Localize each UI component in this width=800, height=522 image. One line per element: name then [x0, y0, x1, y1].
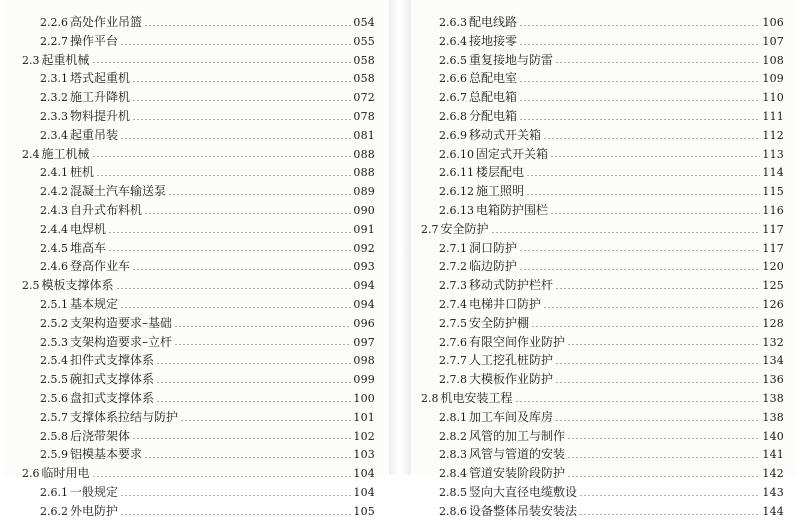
toc-dot-leader: [156, 401, 351, 402]
right-page: [411, 0, 796, 518]
toc-title: 塔式起重机: [70, 71, 131, 86]
toc-title: 风管的加工与制作: [469, 428, 566, 443]
toc-section-number: 2.5.1: [40, 297, 68, 311]
toc-page-number: 072: [353, 91, 375, 105]
toc-entry[interactable]: [421, 389, 784, 408]
toc-entry[interactable]: [421, 351, 784, 370]
toc-page-number: 128: [762, 316, 784, 330]
toc-title: 有限空间作业防护: [469, 334, 566, 349]
toc-entry[interactable]: [421, 145, 784, 164]
toc-title: 支架构造要求–立杆: [70, 334, 173, 349]
toc-dot-leader: [519, 250, 760, 251]
toc-entry[interactable]: [421, 408, 784, 427]
toc-dot-leader: [519, 119, 760, 120]
toc-entry[interactable]: [22, 13, 375, 32]
toc-section-number: 2.7.8: [439, 373, 467, 387]
toc-dot-leader: [96, 175, 351, 176]
toc-page-number: 100: [353, 391, 375, 405]
toc-entry[interactable]: [22, 88, 375, 107]
toc-page-number: 142: [762, 467, 784, 481]
toc-page-number: 136: [762, 373, 784, 387]
toc-entry[interactable]: [22, 333, 375, 352]
toc-dot-leader: [92, 476, 352, 477]
toc-entry[interactable]: [421, 483, 784, 502]
toc-section-number: 2.4.2: [40, 185, 68, 199]
toc-dot-leader: [144, 457, 351, 458]
toc-entry[interactable]: [22, 126, 375, 145]
toc-page-number: 058: [353, 72, 375, 86]
toc-title: 加工车间及库房: [469, 409, 554, 424]
toc-dot-leader: [526, 194, 760, 195]
toc-section-number: 2.6.9: [439, 128, 467, 142]
toc-entry[interactable]: [22, 314, 375, 333]
toc-dot-leader: [567, 344, 760, 345]
toc-page-number: 098: [353, 354, 375, 368]
toc-section-number: 2.6.4: [439, 34, 467, 48]
toc-dot-leader: [120, 495, 351, 496]
toc-section-number: 2.5.3: [40, 335, 68, 349]
toc-page-number: 078: [353, 109, 375, 123]
toc-title: 电梯井口防护: [469, 296, 542, 311]
toc-title: 登高作业车: [70, 259, 131, 274]
toc-entry[interactable]: [421, 220, 784, 239]
toc-entry[interactable]: [421, 239, 784, 258]
toc-dot-leader: [519, 81, 760, 82]
toc-dot-leader: [144, 213, 351, 214]
toc-page-number: 102: [353, 429, 375, 443]
toc-page-number: 132: [762, 335, 784, 349]
toc-section-number: 2.4.5: [40, 241, 68, 255]
toc-section-number: 2.5: [22, 279, 40, 293]
toc-page-number: 126: [762, 297, 784, 311]
toc-page-number: 096: [353, 316, 375, 330]
toc-dot-leader: [579, 495, 760, 496]
toc-section-number: 2.6.1: [40, 485, 68, 499]
toc-title: 模板支撑体系: [41, 278, 114, 293]
toc-dot-leader: [550, 213, 760, 214]
toc-entry[interactable]: [421, 333, 784, 352]
toc-dot-leader: [567, 457, 760, 458]
left-page: [4, 0, 389, 518]
toc-page-number: 094: [353, 279, 375, 293]
toc-title: 基本规定: [70, 296, 119, 311]
toc-page-number: 058: [353, 53, 375, 67]
toc-entry[interactable]: [22, 239, 375, 258]
toc-section-number: 2.7.6: [439, 335, 467, 349]
toc-title: 后浇带架体: [70, 428, 131, 443]
toc-entry[interactable]: [22, 370, 375, 389]
toc-title: 扣件式支撑体系: [70, 353, 155, 368]
toc-page-number: 054: [353, 16, 375, 29]
toc-page-number: 109: [762, 72, 784, 86]
toc-dot-leader: [92, 156, 352, 157]
toc-title: 电焊机: [70, 221, 107, 236]
toc-section-number: 2.8.3: [439, 448, 467, 462]
toc-entry[interactable]: [421, 126, 784, 145]
toc-page-number: 117: [762, 222, 784, 236]
toc-entry[interactable]: [421, 163, 784, 182]
toc-title: 总配电箱: [469, 90, 518, 105]
toc-dot-leader: [156, 363, 351, 364]
toc-dot-leader: [555, 288, 760, 289]
toc-page-number: 081: [353, 128, 375, 142]
toc-entry[interactable]: [22, 464, 375, 483]
toc-section-number: 2.6.2: [40, 504, 68, 518]
toc-title: 电箱防护围栏: [476, 202, 549, 217]
toc-section-number: 2.3.4: [40, 128, 68, 142]
toc-title: 支撑体系拉结与防护: [70, 409, 179, 424]
toc-title: 物料提升机: [70, 108, 131, 123]
toc-section-number: 2.7.4: [439, 297, 467, 311]
toc-section-number: 2.3.2: [40, 91, 68, 105]
toc-dot-leader: [555, 363, 760, 364]
toc-title: 桩机: [70, 165, 95, 180]
toc-section-number: 2.6.10: [439, 147, 474, 161]
toc-title: 一般规定: [70, 484, 119, 499]
toc-title: 机电安装工程: [440, 390, 513, 405]
toc-section-number: 2.8.5: [439, 485, 467, 499]
toc-entry[interactable]: [22, 69, 375, 88]
toc-section-number: 2.7.2: [439, 260, 467, 274]
toc-section-number: 2.3: [22, 53, 40, 67]
toc-page-number: 104: [353, 467, 375, 481]
toc-section-number: 2.6.6: [439, 72, 467, 86]
toc-entry[interactable]: [22, 483, 375, 502]
toc-entry[interactable]: [421, 13, 784, 32]
toc-section-number: 2.6.11: [439, 166, 474, 180]
toc-entry[interactable]: [421, 502, 784, 521]
toc-entry[interactable]: [22, 182, 375, 201]
toc-entry[interactable]: [421, 69, 784, 88]
toc-entry[interactable]: [22, 427, 375, 446]
toc-page-number: 108: [762, 53, 784, 67]
toc-page-number: 125: [762, 279, 784, 293]
toc-entry[interactable]: [421, 464, 784, 483]
toc-section-number: 2.7.1: [439, 241, 467, 255]
toc-page-number: 110: [762, 91, 784, 105]
toc-page-number: 138: [762, 410, 784, 424]
toc-entry[interactable]: [421, 88, 784, 107]
toc-section-number: 2.3.3: [40, 109, 68, 123]
toc-title: 管道安装阶段防护: [469, 466, 566, 481]
toc-entry[interactable]: [22, 389, 375, 408]
toc-dot-leader: [108, 250, 351, 251]
toc-title: 总配电室: [469, 71, 518, 86]
toc-title: 重复接地与防雷: [469, 52, 554, 67]
toc-page-number: 116: [762, 203, 784, 217]
toc-page-number: 138: [762, 391, 784, 405]
toc-dot-leader: [120, 138, 351, 139]
toc-dot-leader: [120, 44, 351, 45]
toc-title: 移动式开关箱: [469, 127, 542, 142]
toc-page-number: 134: [762, 354, 784, 368]
toc-page-number: 144: [762, 504, 784, 518]
toc-title: 铝模基本要求: [70, 447, 143, 462]
toc-page-number: 112: [762, 128, 784, 142]
toc-dot-leader: [174, 344, 351, 345]
toc-section-number: 2.8.1: [439, 410, 467, 424]
toc-title: 分配电箱: [469, 108, 518, 123]
toc-title: 混凝土汽车输送泵: [70, 184, 167, 199]
toc-section-number: 2.6.13: [439, 203, 474, 217]
toc-dot-leader: [519, 25, 760, 26]
toc-section-number: 2.8: [421, 391, 439, 405]
toc-entry[interactable]: [421, 427, 784, 446]
toc-section-number: 2.2.7: [40, 34, 68, 48]
toc-page-number: 141: [762, 448, 784, 462]
toc-entry[interactable]: [22, 51, 375, 70]
toc-dot-leader: [168, 194, 351, 195]
toc-dot-leader: [567, 438, 760, 439]
toc-dot-leader: [92, 62, 352, 63]
toc-dot-leader: [132, 119, 351, 120]
right-toc-list: [421, 13, 784, 521]
toc-section-number: 2.7.5: [439, 316, 467, 330]
toc-section-number: 2.6.12: [439, 185, 474, 199]
toc-dot-leader: [120, 307, 351, 308]
toc-page-number: 103: [353, 448, 375, 462]
toc-title: 高处作业吊篮: [70, 15, 143, 29]
toc-entry[interactable]: [22, 276, 375, 295]
toc-page-number: 092: [353, 241, 375, 255]
toc-page-number: 089: [353, 185, 375, 199]
toc-page-number: 088: [353, 147, 375, 161]
toc-title: 风管与管道的安装: [469, 447, 566, 462]
toc-entry[interactable]: [421, 445, 784, 464]
toc-entry[interactable]: [421, 51, 784, 70]
toc-title: 洞口防护: [469, 240, 518, 255]
toc-dot-leader: [555, 62, 760, 63]
toc-page-number: 120: [762, 260, 784, 274]
toc-dot-leader: [120, 514, 351, 515]
toc-entry[interactable]: [22, 107, 375, 126]
toc-section-number: 2.5.2: [40, 316, 68, 330]
toc-section-number: 2.7: [421, 222, 439, 236]
toc-dot-leader: [180, 420, 351, 421]
toc-dot-leader: [132, 438, 351, 439]
toc-page-number: 090: [353, 203, 375, 217]
toc-title: 碗扣式支撑体系: [70, 372, 155, 387]
toc-section-number: 2.5.6: [40, 391, 68, 405]
toc-dot-leader: [567, 476, 760, 477]
toc-section-number: 2.6: [22, 467, 40, 481]
toc-page-number: 099: [353, 373, 375, 387]
toc-entry[interactable]: [421, 295, 784, 314]
toc-page-number: 091: [353, 222, 375, 236]
toc-entry[interactable]: [421, 314, 784, 333]
toc-dot-leader: [174, 326, 351, 327]
toc-entry[interactable]: [22, 408, 375, 427]
toc-dot-leader: [519, 269, 760, 270]
toc-entry[interactable]: [421, 201, 784, 220]
toc-title: 设备整体吊装安装法: [469, 503, 578, 518]
toc-page-number: 115: [762, 185, 784, 199]
toc-section-number: 2.5.7: [40, 410, 68, 424]
toc-dot-leader: [156, 382, 351, 383]
toc-title: 移动式防护栏杆: [469, 278, 554, 293]
toc-title: 起重机械: [41, 52, 90, 67]
toc-title: 操作平台: [70, 33, 119, 48]
toc-section-number: 2.8.2: [439, 429, 467, 443]
toc-page-number: 140: [762, 429, 784, 443]
book-gutter: [389, 0, 411, 475]
toc-page-number: 104: [353, 485, 375, 499]
toc-page-number: 107: [762, 34, 784, 48]
toc-title: 人工挖孔桩防护: [469, 353, 554, 368]
toc-title: 施工机械: [41, 146, 90, 161]
toc-title: 竖向大直径电缆敷设: [469, 484, 578, 499]
toc-page-number: 088: [353, 166, 375, 180]
toc-section-number: 2.2.6: [40, 16, 68, 29]
toc-entry[interactable]: [22, 502, 375, 521]
toc-title: 楼层配电: [476, 165, 525, 180]
toc-dot-leader: [491, 232, 761, 233]
toc-dot-leader: [550, 156, 760, 157]
toc-page-number: 094: [353, 297, 375, 311]
toc-section-number: 2.5.4: [40, 354, 68, 368]
toc-title: 自升式布料机: [70, 202, 143, 217]
toc-section-number: 2.6.7: [439, 91, 467, 105]
toc-title: 起重吊装: [70, 127, 119, 142]
toc-page-number: 111: [762, 109, 784, 123]
toc-page-number: 143: [762, 485, 784, 499]
toc-section-number: 2.6.8: [439, 109, 467, 123]
toc-dot-leader: [543, 138, 760, 139]
toc-page-number: 105: [353, 504, 375, 518]
toc-title: 外电防护: [70, 503, 119, 518]
toc-entry[interactable]: [22, 295, 375, 314]
toc-entry[interactable]: [22, 257, 375, 276]
toc-dot-leader: [515, 401, 761, 402]
toc-page-number: 101: [353, 410, 375, 424]
toc-dot-leader: [555, 382, 760, 383]
toc-title: 施工照明: [476, 184, 525, 199]
toc-dot-leader: [116, 288, 352, 289]
toc-dot-leader: [543, 307, 760, 308]
toc-title: 配电线路: [469, 15, 518, 29]
toc-title: 盘扣式支撑体系: [70, 390, 155, 405]
toc-entry[interactable]: [421, 370, 784, 389]
toc-dot-leader: [519, 44, 760, 45]
toc-page-number: 093: [353, 260, 375, 274]
toc-title: 接地接零: [469, 33, 518, 48]
toc-page-number: 117: [762, 241, 784, 255]
toc-dot-leader: [531, 326, 760, 327]
toc-section-number: 2.8.6: [439, 504, 467, 518]
toc-dot-leader: [132, 269, 351, 270]
toc-dot-leader: [519, 100, 760, 101]
toc-section-number: 2.5.8: [40, 429, 68, 443]
toc-entry[interactable]: [421, 257, 784, 276]
toc-section-number: 2.5.9: [40, 448, 68, 462]
toc-entry[interactable]: [421, 32, 784, 51]
toc-section-number: 2.4.1: [40, 166, 68, 180]
toc-section-number: 2.4.4: [40, 222, 68, 236]
toc-title: 安全防护棚: [469, 315, 530, 330]
toc-title: 固定式开关箱: [476, 146, 549, 161]
toc-title: 大模板作业防护: [469, 372, 554, 387]
toc-dot-leader: [579, 514, 760, 515]
toc-title: 支架构造要求–基础: [70, 315, 173, 330]
toc-entry[interactable]: [22, 145, 375, 164]
toc-section-number: 2.4.3: [40, 203, 68, 217]
toc-section-number: 2.6.5: [439, 53, 467, 67]
toc-page-number: 055: [353, 34, 375, 48]
toc-entry[interactable]: [22, 445, 375, 464]
toc-section-number: 2.7.7: [439, 354, 467, 368]
toc-entry[interactable]: [22, 201, 375, 220]
toc-entry[interactable]: [22, 220, 375, 239]
toc-section-number: 2.4: [22, 147, 40, 161]
toc-page-number: 097: [353, 335, 375, 349]
toc-title: 施工升降机: [70, 90, 131, 105]
toc-dot-leader: [555, 420, 760, 421]
toc-entry[interactable]: [22, 32, 375, 51]
toc-section-number: 2.4.6: [40, 260, 68, 274]
toc-section-number: 2.6.3: [439, 16, 467, 29]
toc-page-number: 106: [762, 16, 784, 29]
toc-entry[interactable]: [22, 163, 375, 182]
toc-page-number: 113: [762, 147, 784, 161]
toc-dot-leader: [132, 100, 351, 101]
toc-dot-leader: [526, 175, 760, 176]
toc-dot-leader: [144, 25, 351, 26]
toc-page-number: 114: [762, 166, 784, 180]
left-toc-list: [22, 13, 375, 521]
toc-section-number: 2.7.3: [439, 279, 467, 293]
toc-dot-leader: [132, 81, 351, 82]
toc-dot-leader: [108, 232, 351, 233]
toc-entry[interactable]: [421, 276, 784, 295]
toc-title: 安全防护: [440, 221, 489, 236]
toc-title: 临时用电: [41, 466, 90, 481]
toc-entry[interactable]: [421, 107, 784, 126]
toc-entry[interactable]: [22, 351, 375, 370]
toc-title: 堆高车: [70, 240, 107, 255]
toc-section-number: 2.5.5: [40, 373, 68, 387]
toc-title: 临边防护: [469, 259, 518, 274]
toc-entry[interactable]: [421, 182, 784, 201]
toc-section-number: 2.3.1: [40, 72, 68, 86]
toc-section-number: 2.8.4: [439, 467, 467, 481]
